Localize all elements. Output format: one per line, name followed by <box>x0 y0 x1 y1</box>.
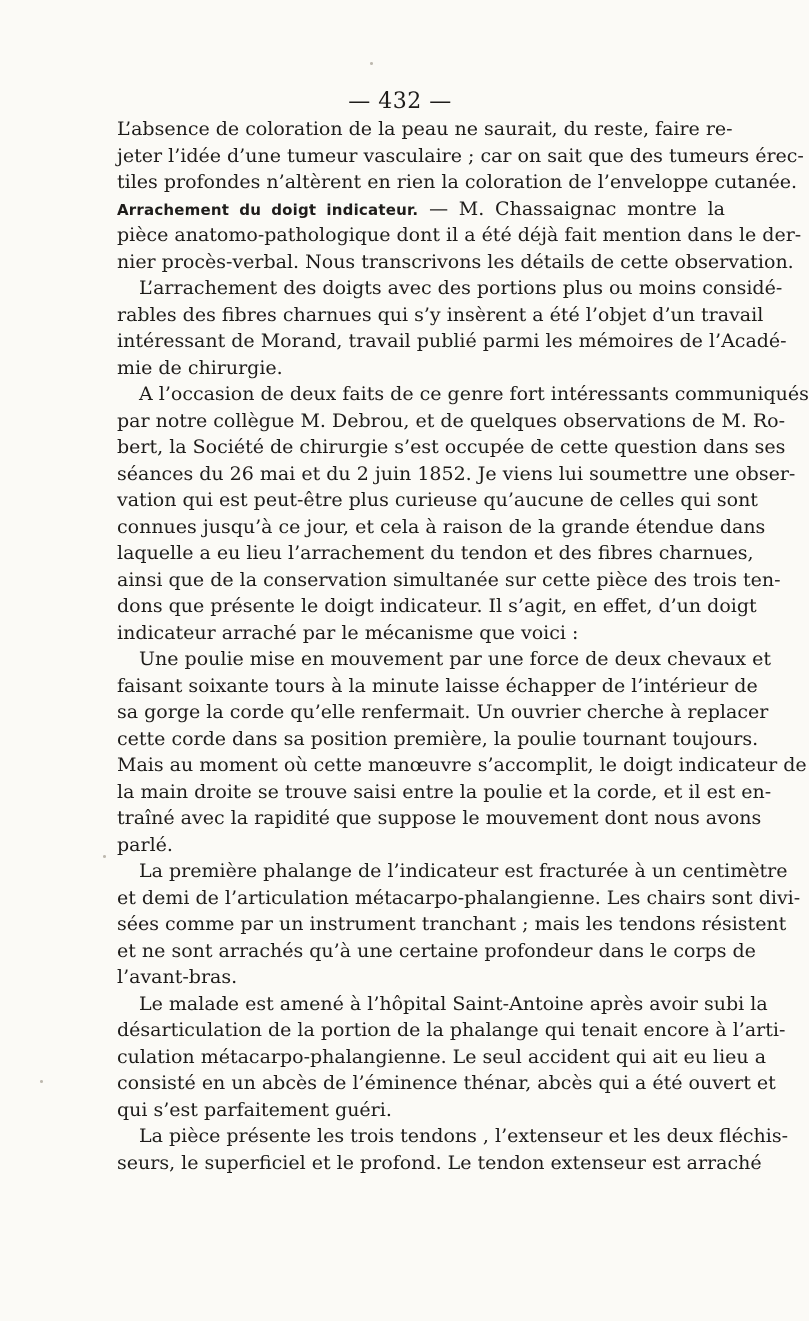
text-line: L’absence de coloration de la peau ne saurait, du reste, faire re- <box>117 118 733 140</box>
paper-speck <box>370 62 373 65</box>
page-number: — 432 — <box>348 89 452 114</box>
text-line: sées comme par un instrument tranchant ; mais les tendons résistent <box>117 913 787 935</box>
text-line: La première phalange de l’indicateur est fracturée à un centimètre <box>139 860 788 882</box>
text-line: ainsi que de la conservation simultanée sur cette pièce des trois ten- <box>117 568 781 591</box>
text-line: traîné avec la rapidité que suppose le mouvement dont nous avons <box>117 807 762 829</box>
text-line: L’arrachement des doigts avec des portions plus ou moins considé- <box>139 277 783 299</box>
text-line: consisté en un abcès de l’éminence thénar, abcès qui a été ouvert et <box>117 1072 776 1094</box>
text-line: culation métacarpo-phalangienne. Le seul accident qui ait eu lieu a <box>117 1045 767 1068</box>
text-line: seurs, le superficiel et le profond. Le tendon extenseur est arraché <box>117 1151 762 1174</box>
text-line: dons que présente le doigt indicateur. Il s’agit, en effet, d’un doigt <box>117 595 757 617</box>
text-line: mie de chirurgie. <box>117 356 283 379</box>
text-line: rables des fibres charnues qui s’y insèrent a été l’objet d’un travail <box>117 303 764 326</box>
text-line: La pièce présente les trois tendons , l’extenseur et les deux fléchis- <box>139 1125 789 1147</box>
text-line: Le malade est amené à l’hôpital Saint-Antoine après avoir subi la <box>139 992 768 1015</box>
text-line-with-heading <box>117 196 725 223</box>
text-line: séances du 26 mai et du 2 juin 1852. Je viens lui soumettre une obser- <box>117 462 796 485</box>
text-line: pièce anatomo-pathologique dont il a été déjà fait mention dans le der- <box>117 224 802 246</box>
text-line: vation qui est peut-être plus curieuse qu’aucune de celles qui sont <box>117 489 758 511</box>
text-line: désarticulation de la portion de la phalange qui tenait encore à l’arti- <box>117 1019 786 1041</box>
text-line: laquelle a eu lieu l’arrachement du tendon et des fibres charnues, <box>117 542 754 564</box>
text-line: Une poulie mise en mouvement par une force de deux chevaux et <box>139 648 772 670</box>
paper-speck <box>103 855 106 858</box>
text-line: qui s’est parfaitement guéri. <box>117 1098 392 1121</box>
text-line: et ne sont arrachés qu’à une certaine profondeur dans le corps de <box>117 939 756 962</box>
paper-speck <box>40 1080 43 1083</box>
section-heading: Arrachement du doigt indicateur. <box>117 200 419 219</box>
text-line: bert, la Société de chirurgie s’est occupée de cette question dans ses <box>117 436 786 458</box>
text-line: tiles profondes n’altèrent en rien la coloration de l’enveloppe cutanée. <box>117 171 798 193</box>
text-line: sa gorge la corde qu’elle renfermait. Un ouvrier cherche à replacer <box>117 701 769 723</box>
text-line-rest: — M. Chassaignac montre la <box>429 197 725 220</box>
text-line: A l’occasion de deux faits de ce genre fort intéressants communiqués <box>139 383 809 405</box>
text-line: cette corde dans sa position première, la poulie tournant toujours. <box>117 727 759 750</box>
text-line: et demi de l’articulation métacarpo-phalangienne. Les chairs sont divi- <box>117 886 801 909</box>
text-line: indicateur arraché par le mécanisme que voici : <box>117 621 579 644</box>
text-line: Mais au moment où cette manœuvre s’accomplit, le doigt indicateur de <box>117 754 807 776</box>
text-line: connues jusqu’à ce jour, et cela à raison de la grande étendue dans <box>117 515 766 538</box>
text-line: intéressant de Morand, travail publié parmi les mémoires de l’Acadé- <box>117 330 787 352</box>
text-line: parlé. <box>117 833 173 856</box>
text-line: jeter l’idée d’une tumeur vasculaire ; car on sait que des tumeurs érec- <box>117 144 804 167</box>
text-line: la main droite se trouve saisi entre la poulie et la corde, et il est en- <box>117 780 772 803</box>
body-text <box>117 116 809 1176</box>
text-line: nier procès-verbal. Nous transcrivons les détails de cette observation. <box>117 250 794 273</box>
text-line: par notre collègue M. Debrou, et de quelques observations de M. Ro- <box>117 409 786 432</box>
text-line: l’avant-bras. <box>117 966 238 988</box>
text-line: faisant soixante tours à la minute laisse échapper de l’intérieur de <box>117 674 758 697</box>
